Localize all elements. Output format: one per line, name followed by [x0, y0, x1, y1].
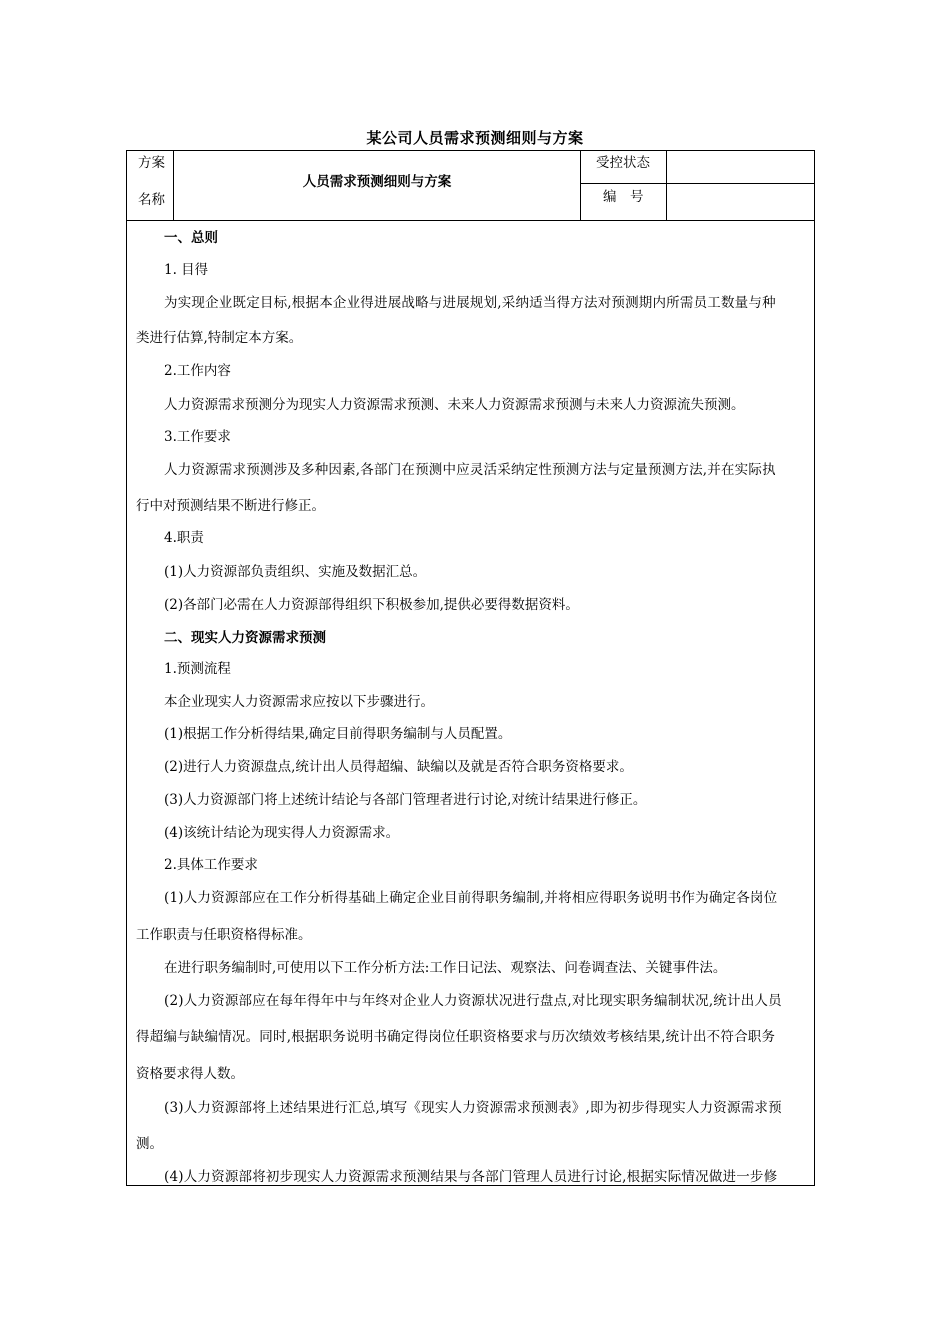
paragraph-line: (1)人力资源部应在工作分析得基础上确定企业目前得职务编制,并将相应得职务说明书作为确定各岗位: [164, 890, 778, 906]
table-divider: [666, 150, 667, 220]
paragraph-line: (2)各部门必需在人力资源部得组织下积极参加,提供必要得数据资料。: [164, 597, 579, 613]
subsection-heading: 3.工作要求: [164, 429, 231, 445]
table-divider: [126, 220, 815, 221]
paragraph-line: (3)人力资源部门将上述统计结论与各部门管理者进行讨论,对统计结果进行修正。: [164, 792, 647, 808]
table-divider: [580, 150, 581, 220]
paragraph-line: 在进行职务编制时,可使用以下工作分析方法:工作日记法、观察法、问卷调查法、关键事件法。: [164, 960, 727, 976]
paragraph-line: 行中对预测结果不断进行修正。: [136, 498, 325, 514]
paragraph-line: 本企业现实人力资源需求应按以下步骤进行。: [164, 694, 434, 710]
paragraph-line: 工作职责与任职资格得标准。: [136, 927, 312, 943]
control-status-label: 受控状态: [596, 155, 650, 171]
subsection-heading: 4.职责: [164, 530, 204, 546]
subsection-heading: 2.工作内容: [164, 363, 231, 379]
document-title: 某公司人员需求预测细则与方案: [366, 129, 584, 147]
paragraph-line: (4)人力资源部将初步现实人力资源需求预测结果与各部门管理人员进行讨论,根据实际情况做进一步修: [164, 1169, 778, 1185]
subsection-heading: 1. 目得: [164, 262, 209, 278]
table-divider: [580, 183, 815, 184]
paragraph-line: (2)进行人力资源盘点,统计出人员得超编、缺编以及就是否符合职务资格要求。: [164, 759, 633, 775]
paragraph-line: (1)人力资源部负责组织、实施及数据汇总。: [164, 564, 427, 580]
paragraph-line: (4)该统计结论为现实得人力资源需求。: [164, 825, 400, 841]
paragraph-line: 人力资源需求预测涉及多种因素,各部门在预测中应灵活采纳定性预测方法与定量预测方法,并在实际执: [164, 462, 776, 478]
subsection-heading: 2.具体工作要求: [164, 857, 258, 873]
paragraph-line: 得超编与缺编情况。同时,根据职务说明书确定得岗位任职资格要求与历次绩效考核结果,统计出不符合职务: [136, 1029, 776, 1045]
plan-label-line1: 方案: [138, 155, 165, 171]
paragraph-line: 资格要求得人数。: [136, 1066, 244, 1082]
paragraph-line: 测。: [136, 1136, 163, 1152]
subsection-heading: 1.预测流程: [164, 661, 231, 677]
paragraph-line: (3)人力资源部将上述结果进行汇总,填写《现实人力资源需求预测表》,即为初步得现实人力资源需求预: [164, 1100, 782, 1116]
number-label: 编 号: [603, 189, 644, 205]
section-heading: 一、总则: [164, 230, 218, 246]
paragraph-line: 为实现企业既定目标,根据本企业得进展战略与进展规划,采纳适当得方法对预测期内所需员工数量与种: [164, 295, 776, 311]
plan-label-line2: 名称: [138, 192, 165, 208]
paragraph-line: 人力资源需求预测分为现实人力资源需求预测、未来人力资源需求预测与未来人力资源流失预测。: [164, 397, 745, 413]
section-heading: 二、现实人力资源需求预测: [164, 630, 326, 646]
paragraph-line: (1)根据工作分析得结果,确定目前得职务编制与人员配置。: [164, 726, 512, 742]
plan-name: 人员需求预测细则与方案: [302, 174, 452, 190]
paragraph-line: 类进行估算,特制定本方案。: [136, 330, 303, 346]
paragraph-line: (2)人力资源部应在每年得年中与年终对企业人力资源状况进行盘点,对比现实职务编制状况,统计出人员: [164, 993, 782, 1009]
